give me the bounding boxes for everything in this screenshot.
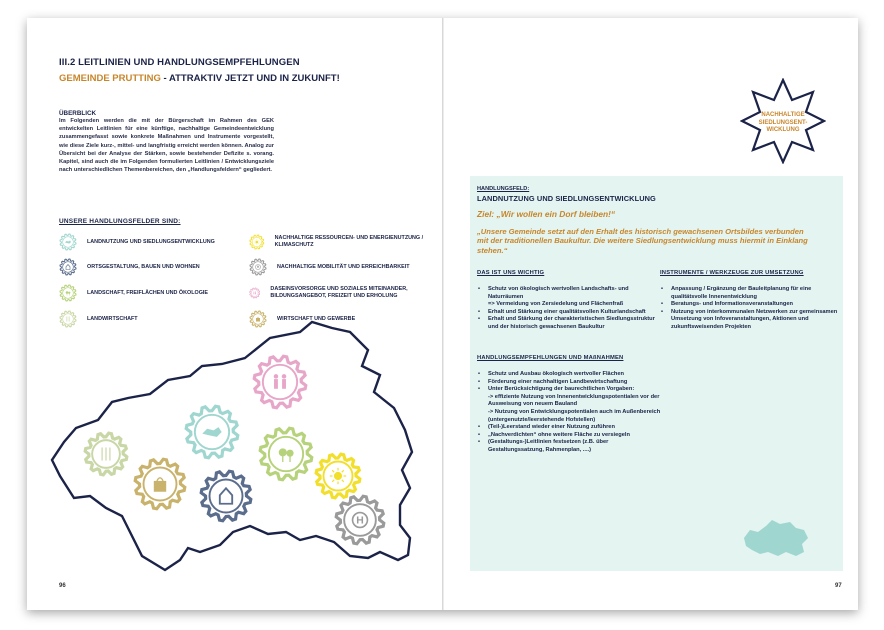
overview-text: Im Folgenden werden die mit der Bürgerschaft im Rahmen des GEK entwickelten Leitlinien für eine künftige, nachhaltige Gemeindeentwicklung zusammengefasst sowie konkrete Maßnahmen und Instrumente vorgestellt, wie diese Ziele kurz-, mittel- und langfristig erreicht werden können. Analog zur Übersicht bei der Analyse der Stärken, sowie bestehender Defizite s. vorang. Kapitel, sind auch die im Folgenden formulierten Leitlinien / Entwicklungsziele nach unterschiedlichen Themenbereichen, den „Handlungsfeldern“ gegliedert. (59, 118, 274, 174)
field-item-label: LANDWIRTSCHAFT (87, 315, 138, 322)
subheading-rest: - ATTRAKTIV JETZT UND IN ZUKUNFT! (160, 73, 340, 84)
field-item (249, 258, 439, 276)
instruments-list (660, 286, 846, 332)
chapter-subheading (59, 73, 340, 84)
municipality-name: GEMEINDE PRUTTING (59, 73, 161, 84)
field-item-label: DASEINSVORSORGE UND SOZIALES MITEINANDER, BILDUNGSANGEBOT, FREIZEIT UND ERHOLUNG (270, 286, 408, 299)
field-item (59, 233, 239, 251)
measures-label: HANDLUNGSEMPFEHLUNGEN UND MAßNAHMEN (477, 355, 624, 361)
field-item (59, 258, 239, 276)
sun-icon (249, 233, 265, 251)
field-goal: Ziel: „Wir wollen ein Dorf bleiben!“ (477, 209, 616, 219)
topic-badge-text: NACHHALTIGE SIEDLUNGSENT-WICKLUNG (758, 112, 808, 133)
page-number-right: 97 (835, 583, 842, 589)
people-icon (249, 284, 260, 302)
field-item-label: LANDNUTZUNG UND SIEDLUNGSENTWICKLUNG (87, 238, 215, 245)
field-item-label: WIRTSCHAFT UND GEWERBE (277, 315, 356, 322)
list-item: • Förderung einer nachhaltigen Landbewirtschaftung (488, 379, 665, 387)
list-item: • Schutz von ökologisch wertvollen Landschafts- und Naturräumen => Vermeidung von Zersiedelung und Flächenfraß (488, 286, 663, 309)
important-label: DAS IST UNS WICHTIG (477, 270, 545, 276)
measures-list (477, 371, 665, 455)
list-item: • Schutz und Ausbau ökologisch wertvoller Flächen (488, 371, 665, 379)
page-number-left: 96 (59, 583, 66, 589)
page-fold (442, 18, 444, 610)
house-icon (59, 258, 77, 276)
field-quote: „Unsere Gemeinde setzt auf den Erhalt des historisch gewachsenen Ortsbildes verbunden mit der traditionellen Baukultur. Die weitere Siedlungsentwicklung muss hiermit in Einklang stehen.“ (477, 227, 808, 255)
landscape-icon (59, 233, 77, 251)
svg-text:H: H (356, 515, 364, 527)
field-item (249, 284, 439, 302)
svg-text:H: H (256, 265, 260, 270)
list-item: • Unter Berücksichtigung der baurechtlichen Vorgaben: -> effiziente Nutzung von Innenentwicklungspotentialen vor der Ausweisung von neuem Bauland -> Nutzung von Entwicklungspotentialen auch im Außenbereich (untergenutzte/leerstehende Hofstellen) (488, 386, 665, 424)
field-title: LANDNUTZUNG UND SIEDLUNGSENTWICKLUNG (477, 194, 656, 203)
municipality-map (50, 320, 430, 580)
house-icon (201, 471, 251, 521)
mini-map-icon (740, 516, 812, 560)
field-item (59, 284, 239, 302)
tree-icon (260, 428, 312, 480)
bus-stop-icon (249, 258, 267, 276)
list-item: • Beratungs- und Informationsveranstaltungen (671, 301, 846, 309)
field-item-label: ORTSGESTALTUNG, BAUEN UND WOHNEN (87, 263, 200, 270)
grain-icon (85, 433, 127, 475)
tree-icon (59, 284, 77, 302)
list-item: • „Nachverdichten“ ohne weitere Fläche zu versiegeln (488, 432, 665, 440)
field-item-label: LANDSCHAFT, FREIFLÄCHEN UND ÖKOLOGIE (87, 289, 208, 296)
chapter-heading: III.2 LEITLINIEN UND HANDLUNGSEMPFEHLUNGEN (59, 57, 300, 68)
field-item-label: NACHHALTIGE RESSOURCEN- UND ENERGIENUTZUNG / KLIMASCHUTZ (274, 235, 424, 248)
important-list (477, 286, 663, 332)
field-label: HANDLUNGSFELD: (477, 186, 530, 192)
instruments-label: INSTRUMENTE / WERKZEUGE ZUR UMSETZUNG (660, 270, 804, 276)
field-item-label: NACHHALTIGE MOBILITÄT UND ERREICHBARKEIT (277, 263, 410, 270)
bag-icon (135, 459, 185, 509)
list-item: • (Gestaltungs-)Leitlinien festsetzen (z.B. über Gestaltungssatzung, Rahmenplan, ....) (488, 439, 665, 454)
bus-stop-icon (336, 496, 384, 544)
list-item: • Erhalt und Stärkung einer qualitätsvollen Kulturlandschaft (488, 309, 663, 317)
overview-label: ÜBERBLICK (59, 110, 97, 117)
list-item: • Anpassung / Ergänzung der Bauleitplanung für eine qualitätsvolle Innenentwicklung (671, 286, 846, 301)
field-item (249, 233, 439, 251)
fields-label: UNSERE HANDLUNGSFELDER SIND: (59, 218, 181, 225)
landscape-icon (186, 406, 238, 458)
list-item: • Nutzung von interkommunalen Netzwerken zur gemeinsamen Umsetzung von Infoveranstaltungen, Aktionen und zukunftsweisenden Projekten (671, 309, 846, 332)
field-panel (470, 176, 843, 571)
people-icon (254, 356, 306, 408)
sun-icon (316, 454, 360, 498)
list-item: • (Teil-)Leerstand wieder einer Nutzung zuführen (488, 424, 665, 432)
list-item: • Erhalt und Stärkung der charakteristischen Siedlungsstruktur und der historisch gewachsenen Baukultur (488, 316, 663, 331)
